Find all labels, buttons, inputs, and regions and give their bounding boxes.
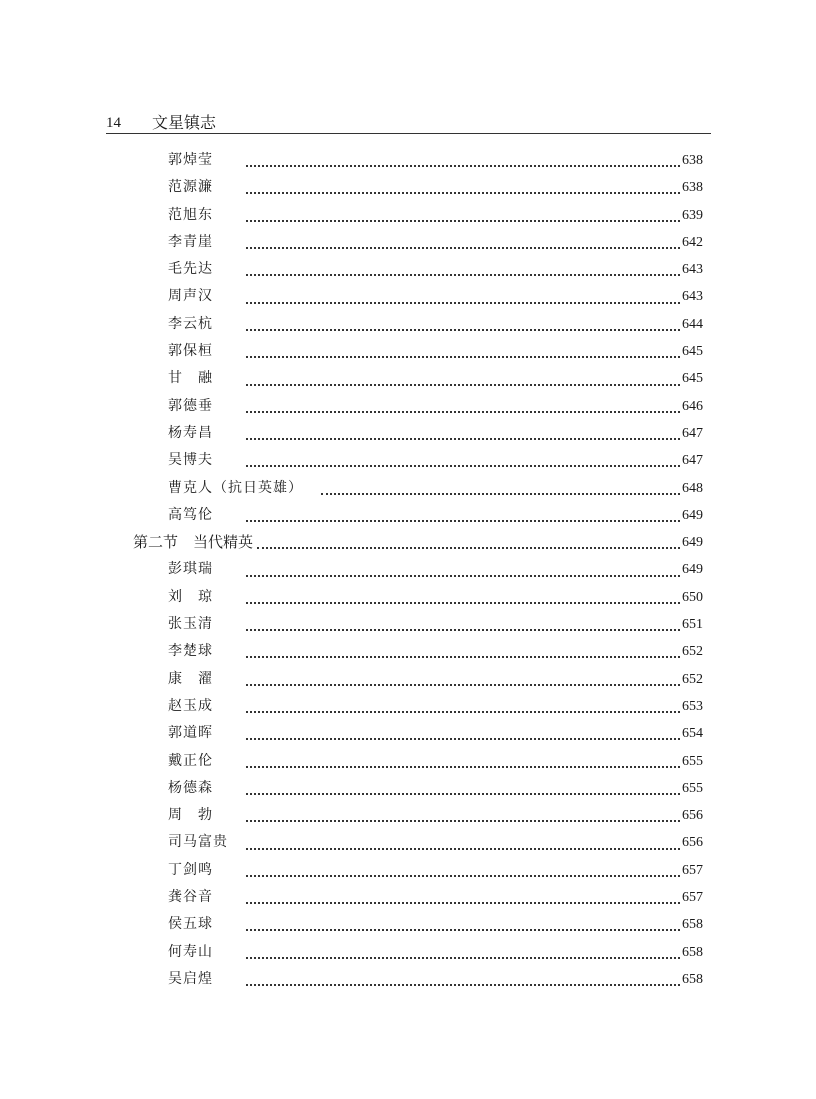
entry-page-number: 645	[682, 371, 703, 387]
dot-leader	[246, 328, 680, 331]
entry-name: 李青崖	[168, 233, 213, 250]
entry-page-number: 643	[682, 289, 703, 305]
toc-entry[interactable]	[0, 502, 703, 529]
toc-entry[interactable]	[0, 638, 703, 665]
toc-entry[interactable]	[0, 365, 703, 392]
toc-entry[interactable]	[0, 720, 703, 747]
toc-entry[interactable]	[0, 966, 703, 993]
toc-entry[interactable]	[0, 829, 703, 856]
dot-leader	[246, 219, 680, 222]
toc-entry[interactable]	[0, 884, 703, 911]
entry-page-number: 646	[682, 398, 703, 414]
entry-page-number: 638	[682, 180, 703, 196]
entry-name: 吴博夫	[168, 452, 213, 469]
toc-entry[interactable]	[0, 202, 703, 229]
dot-leader	[246, 792, 680, 795]
entry-name: 吴启煌	[168, 970, 213, 987]
entry-page-number: 638	[682, 153, 703, 168]
dot-leader	[246, 410, 680, 413]
entry-page-number: 657	[682, 890, 703, 906]
toc-entry[interactable]	[0, 393, 703, 420]
entry-name: 高笃伦	[168, 506, 213, 523]
toc-entry[interactable]	[0, 584, 703, 611]
dot-leader	[246, 383, 680, 386]
toc-entry[interactable]	[0, 420, 703, 447]
entry-page-number: 653	[682, 698, 703, 714]
toc-entry[interactable]	[0, 666, 703, 693]
entry-page-number: 652	[682, 671, 703, 687]
toc-entry[interactable]	[0, 802, 703, 829]
dot-leader	[246, 273, 680, 276]
entry-name: 杨德森	[168, 779, 213, 796]
entry-name: 郭保桓	[168, 343, 213, 360]
dot-leader	[246, 301, 680, 304]
entry-page-number: 650	[682, 589, 703, 605]
entry-name: 彭琪瑞	[168, 561, 213, 578]
entry-page-number: 657	[682, 862, 703, 878]
dot-leader	[321, 492, 680, 495]
entry-page-number: 658	[682, 944, 703, 960]
dot-leader	[246, 164, 680, 167]
entry-page-number: 658	[682, 971, 703, 987]
entry-name: 李云杭	[168, 315, 213, 332]
dot-leader	[246, 437, 680, 440]
dot-leader	[246, 628, 680, 631]
entry-page-number: 644	[682, 316, 703, 332]
entry-name: 丁剑鸣	[168, 861, 213, 878]
entry-name: 李楚球	[168, 643, 213, 660]
dot-leader	[246, 355, 680, 358]
toc-entry[interactable]	[0, 611, 703, 638]
dot-leader	[246, 683, 680, 686]
toc-entry[interactable]	[0, 283, 703, 310]
entry-page-number: 649	[682, 562, 703, 578]
entry-page-number: 655	[682, 780, 703, 796]
page-number: 14	[106, 115, 121, 131]
entry-page-number: 647	[682, 453, 703, 469]
toc-entry[interactable]	[0, 911, 703, 938]
dot-leader	[246, 956, 680, 959]
entry-name: 张玉清	[168, 616, 213, 633]
entry-name: 第二节 当代精英	[133, 533, 254, 552]
entry-name: 康 濯	[168, 670, 213, 687]
dot-leader	[246, 601, 680, 604]
entry-name: 侯五球	[168, 916, 213, 933]
entry-name: 刘 琼	[168, 588, 213, 605]
entry-page-number: 642	[682, 234, 703, 250]
entry-name: 戴正伦	[168, 752, 213, 769]
dot-leader	[257, 546, 680, 549]
toc-entry[interactable]	[0, 229, 703, 256]
entry-name: 龚谷音	[168, 889, 213, 906]
entry-name: 郭焯莹	[168, 152, 213, 168]
dot-leader	[246, 983, 680, 986]
table-of-contents	[0, 147, 816, 993]
entry-name: 赵玉成	[168, 697, 213, 714]
toc-entry[interactable]	[0, 174, 703, 201]
entry-page-number: 648	[682, 480, 703, 496]
entry-name: 周 勃	[168, 807, 213, 824]
dot-leader	[246, 246, 680, 249]
dot-leader	[246, 737, 680, 740]
toc-entry[interactable]	[0, 939, 703, 966]
dot-leader	[246, 519, 680, 522]
dot-leader	[246, 901, 680, 904]
dot-leader	[246, 464, 680, 467]
entry-page-number: 645	[682, 344, 703, 360]
toc-entry[interactable]	[0, 475, 703, 502]
entry-name: 毛先达	[168, 261, 213, 278]
dot-leader	[246, 710, 680, 713]
book-title: 文星镇志	[152, 113, 217, 132]
dot-leader	[246, 655, 680, 658]
entry-page-number: 656	[682, 808, 703, 824]
entry-name: 范旭东	[168, 206, 213, 223]
entry-page-number: 639	[682, 207, 703, 223]
entry-page-number: 658	[682, 917, 703, 933]
entry-name: 曹克人（抗日英雄）	[168, 479, 303, 496]
dot-leader	[246, 191, 680, 194]
toc-entry[interactable]	[0, 693, 703, 720]
dot-leader	[246, 874, 680, 877]
entry-page-number: 649	[682, 535, 703, 551]
entry-name: 周声汉	[168, 288, 213, 305]
entry-name: 郭德垂	[168, 397, 213, 414]
toc-entry[interactable]	[0, 338, 703, 365]
entry-page-number: 656	[682, 835, 703, 851]
toc-entry[interactable]	[0, 775, 703, 802]
toc-entry[interactable]	[0, 147, 703, 174]
dot-leader	[246, 819, 680, 822]
dot-leader	[246, 765, 680, 768]
entry-name: 甘 融	[168, 370, 213, 387]
toc-entry[interactable]	[0, 748, 703, 775]
toc-entry[interactable]	[0, 447, 703, 474]
toc-entry[interactable]	[0, 256, 703, 283]
entry-page-number: 651	[682, 617, 703, 633]
entry-name: 司马富贵	[168, 834, 228, 851]
entry-name: 杨寿昌	[168, 424, 213, 441]
dot-leader	[246, 928, 680, 931]
entry-page-number: 643	[682, 262, 703, 278]
entry-name: 郭道晖	[168, 725, 213, 742]
entry-name: 何寿山	[168, 943, 213, 960]
toc-entry[interactable]	[0, 556, 703, 583]
toc-entry[interactable]	[0, 311, 703, 338]
toc-section-entry[interactable]	[0, 529, 703, 556]
dot-leader	[246, 574, 680, 577]
entry-page-number: 649	[682, 507, 703, 523]
entry-page-number: 652	[682, 644, 703, 660]
entry-page-number: 655	[682, 753, 703, 769]
entry-page-number: 647	[682, 425, 703, 441]
running-header	[106, 113, 711, 134]
entry-name: 范源濂	[168, 179, 213, 196]
toc-entry[interactable]	[0, 857, 703, 884]
entry-page-number: 654	[682, 726, 703, 742]
dot-leader	[246, 847, 680, 850]
